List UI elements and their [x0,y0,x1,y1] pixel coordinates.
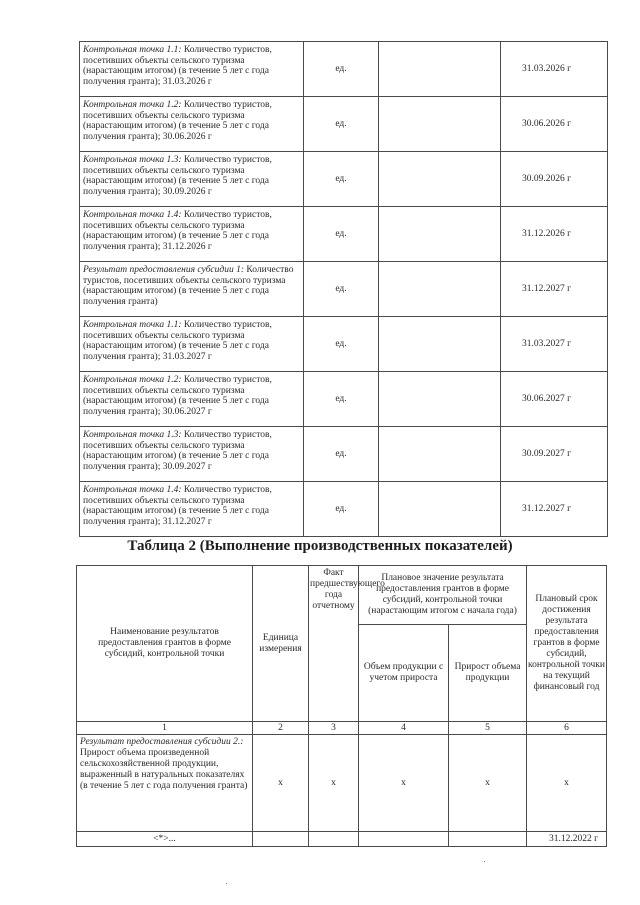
control-point-cell [80,482,304,537]
table2-title: Таблица 2 (Выполнение производственных показателей) [127,538,513,554]
control-point-text: Количество туристов, посетивших объекты сельского туризма (нарастающим итогом) (в течение 5 лет с года получения гранта); 31.03.2026 г [83,45,272,87]
header-plan-group: Плановое значение результата предоставления грантов в форме субсидий, контрольной точки (нарастающим итогом с начала года) [359,566,527,625]
header-unit: Единица измерения [253,566,309,722]
fact-cell [379,152,501,207]
date-cell: 31.03.2027 г [501,317,608,372]
control-point-text: Количество туристов, посетивших объекты сельского туризма (нарастающим итогом) (в течение 5 лет с года получения гранта); 31.03.2027 г [83,320,272,362]
table-row [80,317,608,372]
table-row [77,735,607,832]
date-cell: 31.03.2026 г [501,42,608,97]
unit-cell: ед. [304,372,379,427]
unit-cell: ед. [304,317,379,372]
volume-cell [359,832,449,847]
fact-cell [379,42,501,97]
fact-cell [379,262,501,317]
fact-cell [309,832,359,847]
table-row [80,207,608,262]
fact-cell [379,317,501,372]
deadline-cell: x [527,735,607,832]
control-point-cell [80,152,304,207]
control-point-label: Контрольная точка 1.4: [83,485,182,495]
fact-cell: x [309,735,359,832]
control-point-cell [80,97,304,152]
control-point-text: Количество туристов, посетивших объекты сельского туризма (нарастающим итогом) (в течение 5 лет с года получения гранта); 31.12.2027 г [83,485,272,527]
date-cell: 31.12.2027 г [501,482,608,537]
table-row [80,482,608,537]
control-points-table [79,41,608,537]
column-number: 5 [449,722,527,735]
header-fact: Факт предшествующего года отчетному [309,566,359,722]
table-row [80,97,608,152]
control-point-label: Контрольная точка 1.1: [83,320,182,330]
column-number: 3 [309,722,359,735]
unit-cell: ед. [304,482,379,537]
control-point-cell [80,317,304,372]
placeholder-text: <*>... [153,833,176,844]
control-point-label: Контрольная точка 1.3: [83,155,182,165]
growth-cell [449,832,527,847]
result-label: Результат предоставления субсидии 2.: [80,737,244,747]
unit-cell: ед. [304,42,379,97]
control-point-cell [80,207,304,262]
fact-cell [379,482,501,537]
table-row [80,427,608,482]
unit-cell: ед. [304,427,379,482]
control-point-label: Контрольная точка 1.3: [83,430,182,440]
control-point-text: Количество туристов, посетивших объекты сельского туризма (нарастающим итогом) (в течение 5 лет с года получения гранта) [83,265,294,307]
header-deadline: Плановый срок достижения результата предоставления грантов в форме субсидий, контрольной точки на текущий финансовый год [527,566,607,722]
date-cell: 31.12.2027 г [501,262,608,317]
control-point-label: Контрольная точка 1.2: [83,375,182,385]
column-number: 1 [77,722,253,735]
column-number: 6 [527,722,607,735]
result-text: Прирост объема произведенной сельскохозяйственной продукции, выраженный в натуральных показателях (в течение 5 лет с года получения гранта) [80,748,248,791]
table-row [80,372,608,427]
control-points-table-body [80,42,608,537]
date-cell: 30.09.2026 г [501,152,608,207]
column-number: 2 [253,722,309,735]
date-cell: 31.12.2026 г [501,207,608,262]
control-point-label: Контрольная точка 1.2: [83,100,182,110]
table-row [80,42,608,97]
placeholder-cell [77,832,253,847]
production-indicators-table [76,565,607,847]
column-number: 4 [359,722,449,735]
unit-cell: ед. [304,152,379,207]
scan-speckle [226,883,227,884]
unit-cell: ед. [304,207,379,262]
fact-cell [379,207,501,262]
control-point-cell [80,42,304,97]
unit-cell: ед. [304,97,379,152]
fact-cell [379,427,501,482]
control-point-label: Контрольная точка 1.4: [83,210,182,220]
header-name: Наименование результатов предоставления грантов в форме субсидий, контрольной точки [77,566,253,722]
control-point-text: Количество туристов, посетивших объекты сельского туризма (нарастающим итогом) (в течение 5 лет с года получения гранта); 30.06.2027 г [83,375,272,417]
control-point-cell [80,262,304,317]
fact-cell [379,97,501,152]
control-point-text: Количество туристов, посетивших объекты сельского туризма (нарастающим итогом) (в течение 5 лет с года получения гранта); 30.09.2026 г [83,155,272,197]
header-growth: Прирост объема продукции [449,625,527,722]
control-point-text: Количество туристов, посетивших объекты сельского туризма (нарастающим итогом) (в течение 5 лет с года получения гранта); 31.12.2026 г [83,210,272,252]
unit-cell: x [253,735,309,832]
unit-cell: ед. [304,262,379,317]
date-cell: 30.06.2026 г [501,97,608,152]
header-volume: Объем продукции с учетом прироста [359,625,449,722]
control-point-text: Количество туристов, посетивших объекты сельского туризма (нарастающим итогом) (в течение 5 лет с года получения гранта); 30.09.2027 г [83,430,272,472]
date-cell: 30.09.2027 г [501,427,608,482]
scan-speckle [484,861,485,862]
control-point-cell [80,372,304,427]
control-point-text: Количество туристов, посетивших объекты сельского туризма (нарастающим итогом) (в течение 5 лет с года получения гранта); 30.06.2026 г [83,100,272,142]
table-row [80,152,608,207]
unit-cell [253,832,309,847]
result-name-cell [77,735,253,832]
growth-cell: x [449,735,527,832]
control-point-cell [80,427,304,482]
control-point-label: Результат предоставления субсидии 1: [83,265,244,275]
date-cell: 30.06.2027 г [501,372,608,427]
control-point-label: Контрольная точка 1.1: [83,45,182,55]
table-row [80,262,608,317]
table-row [77,832,607,847]
volume-cell: x [359,735,449,832]
fact-cell [379,372,501,427]
deadline-cell: 31.12.2022 г [527,832,607,847]
